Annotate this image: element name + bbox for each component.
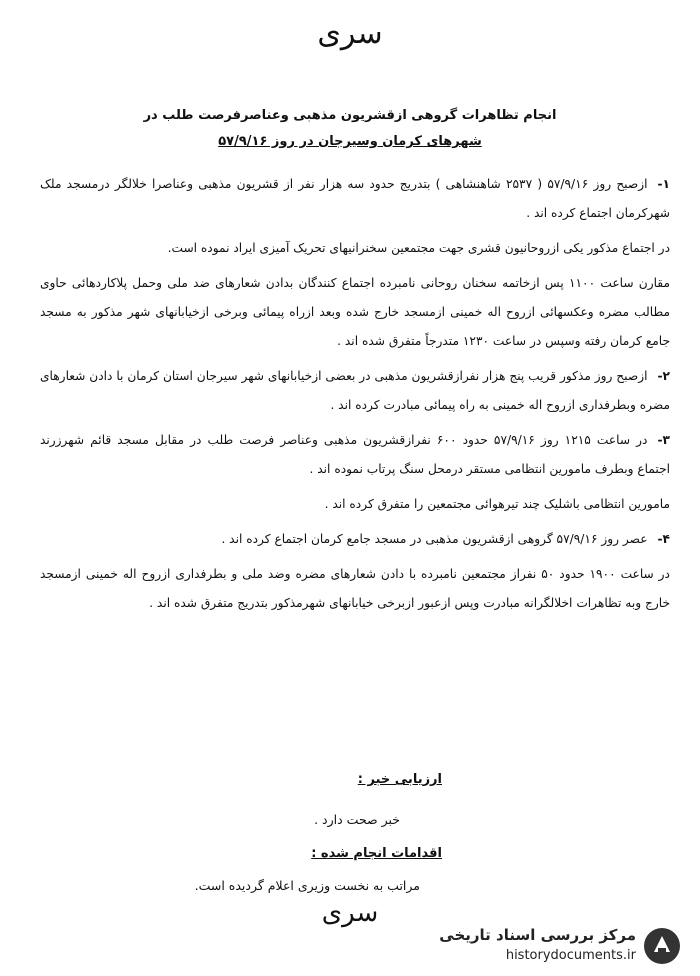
paragraph-number: ۲- bbox=[657, 369, 670, 383]
archive-watermark[interactable] bbox=[412, 922, 688, 972]
paragraph bbox=[40, 490, 670, 519]
paragraph-number: ۴- bbox=[657, 532, 670, 546]
evaluation-label: ارزیابی خبر : bbox=[357, 772, 442, 787]
title-line-1: انجام تظاهرات گروهی ازقشریون مذهبی وعناصرفرصت طلب در bbox=[143, 108, 557, 123]
paragraph-text: در ساعت ۱۹۰۰ حدود ۵۰ نفراز مجتمعین نامبرده با دادن شعارهای مضره وضد ملی و بطرفداری ازروح اله خمینی ازمسجد خارج وبه تظاهرات اخلالگرانه مبادرت وپس ازعبور ازبرخی خیابانهای شهرمذکور بتدریج متفرق شده اند . bbox=[40, 567, 670, 610]
archive-name-fa: مرکز بررسی اسناد تاریخی bbox=[439, 926, 636, 944]
actions-label: اقدامات انجام شده : bbox=[311, 846, 442, 861]
classification-stamp-top: سری bbox=[317, 16, 383, 51]
archive-logo-icon bbox=[642, 926, 682, 966]
paragraph-text: مقارن ساعت ۱۱۰۰ پس ازخاتمه سخنان روحانی نامبرده اجتماع کنندگان بدادن شعارهای ضد ملی وحمل پلاکاردهائی حاوی مطالب مضره وعکسهائی ازروح اله خمینی ازمسجد خارج شده وبعد ازراه پیمائی وبرخی ازخیابانهای شهر مذکور به مسجد جامع کرمان رفته وسپس در ساعت ۱۲۳۰ متدرجاً متفرق شده اند . bbox=[40, 276, 670, 348]
paragraph bbox=[40, 525, 670, 554]
paragraph bbox=[40, 426, 670, 484]
paragraph-text: در ساعت ۱۲۱۵ روز ۵۷/۹/۱۶ حدود ۶۰۰ نفرازقشریون مذهبی وعناصر فرصت طلب در مقابل مسجد قائم شهرزرند اجتماع وبطرف مامورین انتظامی مستقر درمحل سنگ پرتاب نموده اند . bbox=[40, 433, 670, 476]
archive-url[interactable]: historydocuments.ir bbox=[505, 948, 636, 963]
paragraph bbox=[40, 234, 670, 263]
classification-stamp-bottom: سری bbox=[321, 898, 379, 928]
actions-value: مراتب به نخست وزیری اعلام گردیده است. bbox=[194, 878, 420, 893]
paragraph-text: ازصبح روز ۵۷/۹/۱۶ ( ۲۵۳۷ شاهنشاهی ) بتدریج حدود سه هزار نفر از قشریون مذهبی وعناصرا خلالگر درمسجد ملک شهرکرمان اجتماع کرده اند . bbox=[40, 177, 670, 220]
paragraph bbox=[40, 560, 670, 618]
paragraph bbox=[40, 170, 670, 228]
paragraph-number: ۱- bbox=[657, 177, 670, 191]
paragraph-text: در اجتماع مذکور یکی ازروحانیون قشری جهت مجتمعین سخنرانیهای تحریک آمیزی ایراد نموده است. bbox=[167, 241, 670, 255]
paragraph-text: ازصبح روز مذکور قریب پنج هزار نفرازقشریون مذهبی در بعضی ازخیابانهای شهر سیرجان استان کرمان با دادن شعارهای مضره وبطرفداری ازروح اله خمینی به راه پیمائی مبادرت کرده اند . bbox=[40, 369, 670, 412]
paragraph-number: ۳- bbox=[657, 433, 670, 447]
paragraph-text: مامورین انتظامی باشلیک چند تیرهوائی مجتمعین را متفرق کرده اند . bbox=[324, 497, 670, 511]
paragraph bbox=[40, 362, 670, 420]
document-title bbox=[120, 103, 580, 155]
document-body bbox=[40, 170, 670, 624]
paragraph bbox=[40, 269, 670, 356]
paragraph-text: عصر روز ۵۷/۹/۱۶ گروهی ازقشریون مذهبی در مسجد جامع کرمان اجتماع کرده اند . bbox=[221, 532, 648, 546]
evaluation-value: خبر صحت دارد . bbox=[314, 812, 400, 827]
title-line-2: شهرهای کرمان وسیرجان در روز ۵۷/۹/۱۶ bbox=[218, 134, 482, 149]
